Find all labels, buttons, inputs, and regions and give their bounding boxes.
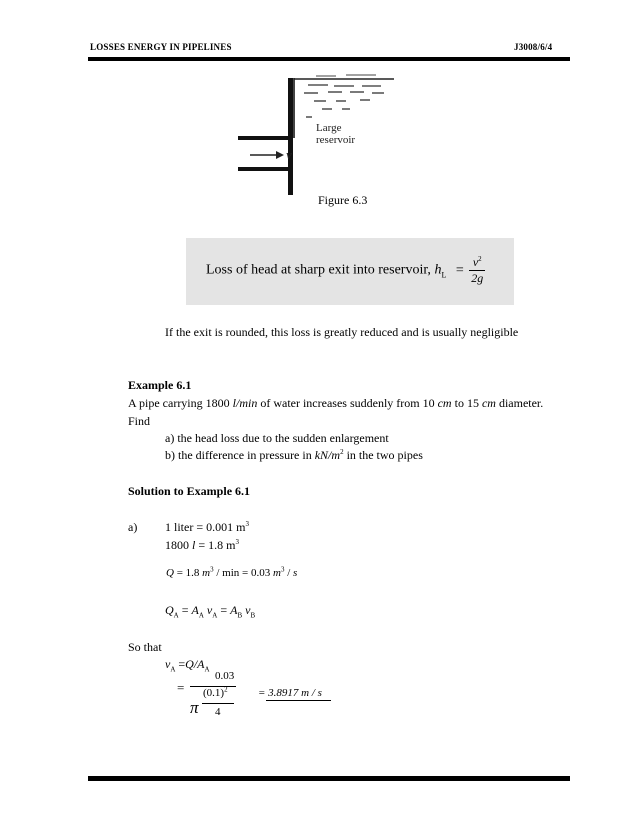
velocity-a-line: $v_A =Q/A_A$ [165, 657, 210, 674]
solution-line1: 1 liter = 0.001 $m^3$ [165, 520, 249, 534]
pi-symbol: π [190, 698, 199, 717]
formula-box [186, 238, 514, 305]
formula-line [206, 255, 485, 286]
velocity-result: = 3.8917 m / s [258, 687, 322, 699]
formula-fraction [469, 255, 485, 286]
header-page-code: J3008/6/4 [514, 42, 553, 52]
reservoir-figure [236, 70, 396, 202]
solution-line2: 1800 l = 1.8 $m^3$ [165, 538, 239, 552]
formula-text: Loss of head at sharp exit into reservoir, [206, 262, 435, 278]
figure-caption: Figure 6.3 [318, 193, 368, 207]
reservoir-label-reservoir: reservoir [316, 134, 356, 146]
footer-rule [88, 776, 570, 781]
formula-sub: L [441, 270, 447, 280]
continuity-equation: $Q_A = A_A$ $v_A = A_B$ $v_B$ [165, 603, 256, 620]
example-item-a: a) the head loss due to the sudden enlargement [165, 431, 389, 445]
result-underline [266, 700, 331, 701]
example-line1: A pipe carrying 1800 l/min of water increases suddenly from 10 cm to 15 cm diameter. [128, 396, 544, 410]
pipe-top-wall [238, 136, 293, 140]
so-that: So that [128, 640, 162, 654]
example-item-b: b) the difference in pressure in $kN/m^2$ in the two pipes [165, 448, 423, 462]
reservoir-label-large: Large [316, 122, 342, 134]
example-find: Find [128, 414, 151, 428]
solution-marker-a: a) [128, 520, 138, 534]
velocity-label: v [286, 147, 292, 162]
note-text: If the exit is rounded, this loss is greatly reduced and is usually negligible [165, 325, 519, 339]
inner-fraction-bar [202, 703, 234, 704]
formula-numerator-sup: 2 [478, 255, 482, 263]
flow-rate-equation: Q = 1.8 $m^3 / \min = 0.03$ $m^3$ / s [166, 565, 298, 579]
formula-denominator: 2g [471, 271, 484, 285]
inner-numerator: $(0.1)^2$ [203, 685, 228, 699]
formula-h: h [434, 262, 442, 278]
pipe-bottom-wall [238, 167, 293, 171]
header-title: LOSSES ENERGY IN PIPELINES [90, 42, 232, 52]
header-rule [88, 57, 570, 61]
example-title: Example 6.1 [128, 378, 192, 392]
inner-denominator: 4 [215, 706, 221, 718]
velocity-fraction-equals: = [177, 680, 185, 695]
velocity-fraction-numerator: 0.03 [215, 670, 235, 682]
solution-title: Solution to Example 6.1 [128, 484, 251, 498]
formula-numerator: v [472, 255, 479, 269]
formula-equals: = [455, 262, 464, 278]
reservoir-wall-inner [293, 78, 295, 138]
